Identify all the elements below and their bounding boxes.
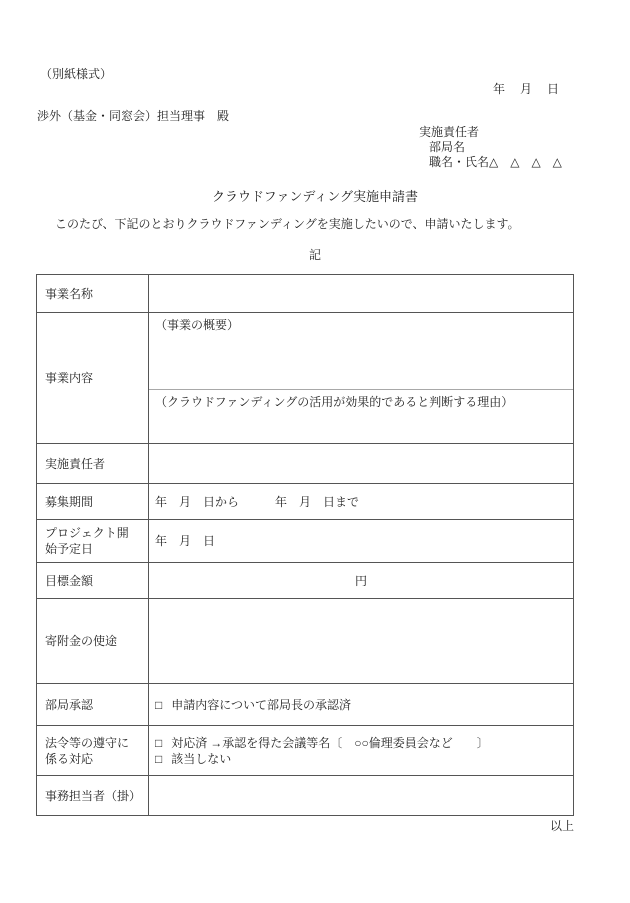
- field-fundraising-period[interactable]: 年 月 日から 年 月 日まで: [149, 484, 574, 520]
- field-legal-compliance: [149, 726, 574, 776]
- department-approval-text: 申請内容について部局長の承認済: [171, 697, 352, 712]
- applicant-name-line: 職名・氏名△ △ △ △: [429, 155, 562, 169]
- table-row: [37, 520, 574, 563]
- table-row: [37, 599, 574, 684]
- table-row: [37, 563, 574, 599]
- field-target-amount[interactable]: 円: [149, 563, 574, 599]
- field-responsible-person[interactable]: [149, 444, 574, 484]
- closing-marker: 以上: [549, 819, 574, 833]
- field-admin-staff[interactable]: [149, 776, 574, 816]
- section-marker: 記: [308, 248, 321, 262]
- checkbox-icon[interactable]: □: [155, 735, 163, 750]
- field-project-start-date[interactable]: 年 月 日: [149, 520, 574, 563]
- table-row: [37, 275, 574, 313]
- crowdfunding-reason-caption: （クラウドファンディングの活用が効果的であると判断する理由）: [155, 395, 514, 409]
- label-project-start-date: プロジェクト開始予定日: [37, 520, 149, 563]
- date-line: 年 月 日: [493, 82, 560, 96]
- field-department-approval: [149, 684, 574, 726]
- legal-compliance-option-handled: [155, 735, 567, 751]
- label-project-title: 事業名称: [37, 275, 149, 313]
- legal-compliance-option-na: [155, 751, 567, 767]
- label-department-approval: 部局承認: [37, 684, 149, 726]
- project-overview-caption: （事業の概要）: [155, 318, 240, 332]
- label-responsible-person: 実施責任者: [37, 444, 149, 484]
- form-style-note: （別紙様式）: [40, 67, 113, 81]
- checkbox-icon[interactable]: □: [155, 751, 163, 766]
- table-row: [37, 444, 574, 484]
- legal-compliance-option-na-text: 該当しない: [171, 751, 232, 766]
- label-project-details: 事業内容: [37, 313, 149, 444]
- table-row: [37, 684, 574, 726]
- table-row: [37, 776, 574, 816]
- label-admin-staff: 事務担当者（掛）: [37, 776, 149, 816]
- label-fundraising-period: 募集期間: [37, 484, 149, 520]
- intro-text: このたび、下記のとおりクラウドファンディングを実施したいので、申請いたします。: [55, 217, 520, 231]
- field-project-overview[interactable]: [149, 313, 573, 389]
- field-project-title[interactable]: [149, 275, 574, 313]
- table-row: [37, 726, 574, 776]
- checkbox-icon[interactable]: □: [155, 697, 163, 712]
- recipient-line: 渉外（基金・同窓会）担当理事 殿: [37, 109, 230, 123]
- table-row: [37, 484, 574, 520]
- label-legal-compliance: 法令等の遵守に係る対応: [37, 726, 149, 776]
- applicant-department: 部局名: [429, 140, 466, 154]
- applicant-heading: 実施責任者: [419, 125, 480, 139]
- label-target-amount: 目標金額: [37, 563, 149, 599]
- label-donation-use: 寄附金の使途: [37, 599, 149, 684]
- application-table: [36, 274, 574, 816]
- field-donation-use[interactable]: [149, 599, 574, 684]
- table-row: [37, 313, 574, 444]
- page-title: クラウドファンディング実施申請書: [211, 189, 419, 204]
- legal-compliance-option-handled-text: 対応済 →承認を得た会議等名〔 ○○倫理委員会など 〕: [171, 735, 489, 750]
- applicant-block: [419, 125, 562, 170]
- field-crowdfunding-reason[interactable]: [149, 389, 573, 443]
